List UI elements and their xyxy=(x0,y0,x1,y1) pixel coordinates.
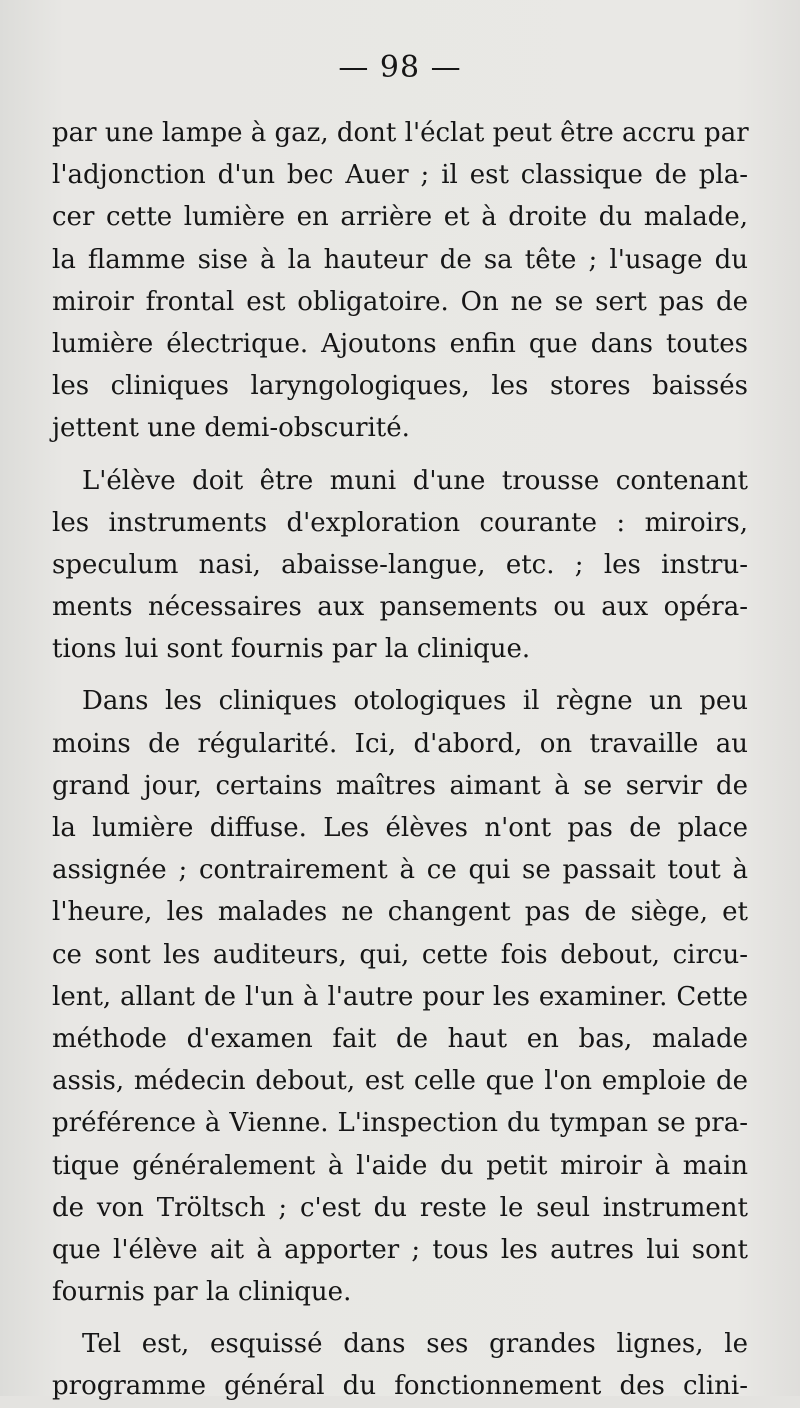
text-line: L'élève doit être muni d'une trousse contenant xyxy=(82,465,748,496)
text-line: méthode d'examen fait de haut en bas, malade xyxy=(52,1023,748,1054)
text-line: grand jour, certains maîtres aimant à se servir de xyxy=(52,770,748,801)
text-line: la lumière diffuse. Les élèves n'ont pas de place xyxy=(52,813,748,843)
text-line: cer cette lumière en arrière et à droite du malade, xyxy=(52,202,748,233)
paragraph-spacer xyxy=(52,670,748,680)
text-line: programme général du fonctionnement des clini- xyxy=(52,1371,748,1402)
text-line: lumière électrique. Ajoutons enfin que dans toutes xyxy=(52,328,748,359)
text-line: assignée ; contrairement à ce qui se passait tout à xyxy=(52,855,748,886)
text-line: les cliniques laryngologiques, les stores baissés xyxy=(52,371,748,402)
text-line: speculum nasi, abaisse-langue, etc. ; les instru- xyxy=(52,549,748,580)
text-line: miroir frontal est obligatoire. On ne se sert pas de xyxy=(52,286,748,317)
text-line: fournis par la clinique. xyxy=(52,1277,352,1308)
text-line: assis, médecin debout, est celle que l'on emploie de xyxy=(52,1066,748,1097)
paragraph-4 xyxy=(52,1323,748,1407)
text-line: Dans les cliniques otologiques il règne un peu xyxy=(82,686,748,717)
text-line: tique généralement à l'aide du petit miroir à main xyxy=(52,1150,748,1181)
text-line: l'adjonction d'un bec Auer ; il est classique de pla- xyxy=(52,160,748,191)
paragraph-spacer xyxy=(52,1313,748,1323)
paragraph-1 xyxy=(52,112,748,450)
paragraph-2 xyxy=(52,460,748,671)
paragraph-3 xyxy=(52,680,748,1313)
text-line: tions lui sont fournis par la clinique. xyxy=(52,634,531,665)
text-line: que l'élève ait à apporter ; tous les autres lui sont xyxy=(52,1234,748,1265)
text-line: jettent une demi-obscurité. xyxy=(52,413,410,444)
text-line: Tel est, esquissé dans ses grandes lignes, le xyxy=(82,1329,748,1360)
text-line: préférence à Vienne. L'inspection du tympan se pra- xyxy=(52,1108,748,1139)
text-line: l'heure, les malades ne changent pas de siège, et xyxy=(52,897,748,928)
text-line: la flamme sise à la hauteur de sa tête ; l'usage du xyxy=(52,244,748,275)
text-line: par une lampe à gaz, dont l'éclat peut être accru par xyxy=(52,118,749,148)
text-line: lent, allant de l'un à l'autre pour les examiner. Cette xyxy=(52,981,748,1012)
text-line: ce sont les auditeurs, qui, cette fois debout, circu- xyxy=(52,939,748,970)
text-line: moins de régularité. Ici, d'abord, on travaille au xyxy=(52,728,748,759)
text-line: ments nécessaires aux pansements ou aux opéra- xyxy=(52,592,748,623)
text-line: de von Tröltsch ; c'est du reste le seul instrument xyxy=(52,1192,748,1223)
paragraph-spacer xyxy=(52,450,748,460)
page-number: — 98 — xyxy=(338,50,462,85)
body-text xyxy=(52,112,748,1408)
text-line: les instruments d'exploration courante : miroirs, xyxy=(52,507,748,538)
